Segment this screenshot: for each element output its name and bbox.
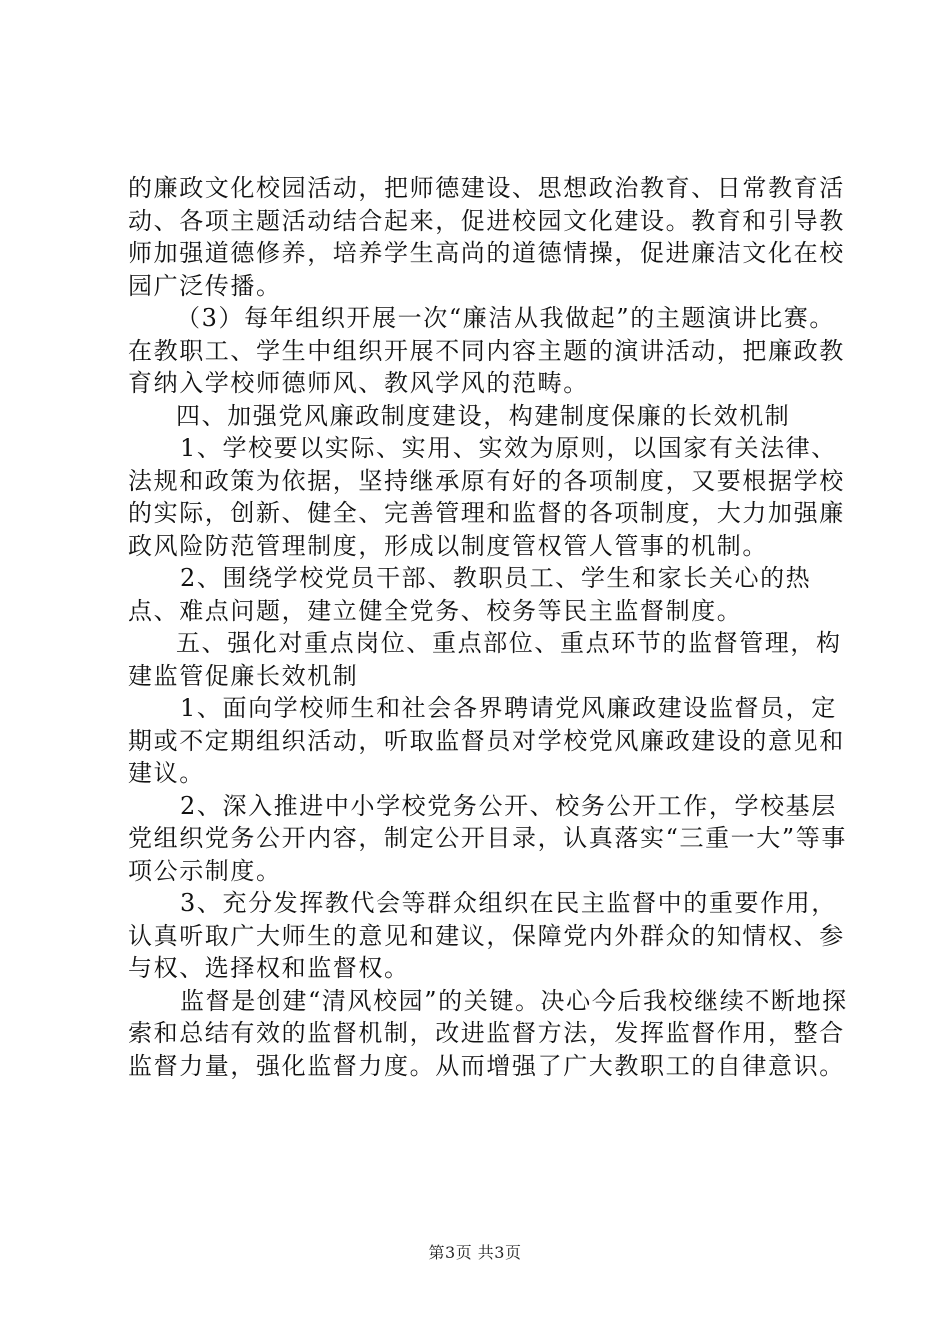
paragraph-continuation: 的廉政文化校园活动，把师德建设、思想政治教育、日常教育活动、各项主题活动结合起来，促进校园文化建设。教育和引导教师加强道德修养，培养学生高尚的道德情操，促进廉洁文化在校园广泛传播。 bbox=[128, 174, 845, 300]
paragraph-conclusion: 监督是创建“清风校园”的关键。决心今后我校继续不断地探索和总结有效的监督机制，改进监督方法，发挥监督作用，整合监督力量，强化监督力度。从而增强了广大教职工的自律意识。 bbox=[128, 986, 848, 1080]
paragraph-5-3: 3、充分发挥教代会等群众组织在民主监督中的重要作用，认真听取广大师生的意见和建议，保障党内外群众的知情权、参与权、选择权和监督权。 bbox=[128, 889, 845, 982]
paragraph-5-2: 2、深入推进中小学校党务公开、校务公开工作，学校基层党组织党务公开内容，制定公开目录，认真落实“三重一大”等事项公示制度。 bbox=[128, 791, 847, 885]
section-heading-4: 四、加强党风廉政制度建设，构建制度保廉的长效机制 bbox=[176, 401, 791, 430]
paragraph-5-1: 1、面向学校师生和社会各界聘请党风廉政建设监督员，定期或不定期组织活动，听取监督员对学校党风廉政建设的意见和建议。 bbox=[128, 694, 845, 787]
paragraph-4-1: 1、学校要以实际、实用、实效为原则，以国家有关法律、法规和政策为依据，坚持继承原有好的各项制度，又要根据学校的实际，创新、健全、完善管理和监督的各项制度，大力加强廉政风险防范管理制度，形成以制度管权管人管事的机制。 bbox=[128, 434, 845, 560]
paragraph-item-3: （3）每年组织开展一次“廉洁从我做起”的主题演讲比赛。在教职工、学生中组织开展不同内容主题的演讲活动，把廉政教育纳入学校师德师风、教风学风的范畴。 bbox=[128, 304, 845, 397]
paragraph-4-2: 2、围绕学校党员干部、教职员工、学生和家长关心的热点、难点问题，建立健全党务、校务等民主监督制度。 bbox=[128, 564, 812, 625]
section-heading-5: 五、强化对重点岗位、重点部位、重点环节的监督管理，构建监管促廉长效机制 bbox=[128, 629, 842, 690]
page-footer bbox=[0, 1240, 950, 1263]
document-body bbox=[128, 172, 848, 1082]
page-number: 第3页 共3页 bbox=[428, 1243, 522, 1262]
